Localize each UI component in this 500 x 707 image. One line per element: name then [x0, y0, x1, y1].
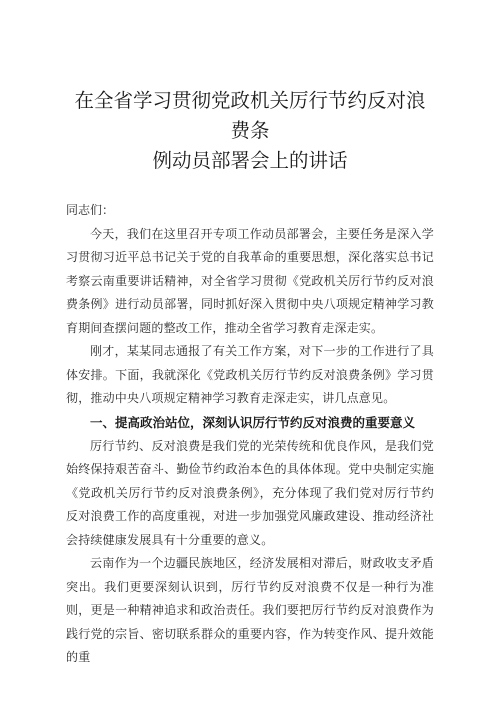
body-paragraph: 厉行节约、反对浪费是我们党的光荣传统和优良作风，是我们党始终保持艰苦奋斗、勤俭节约政治本色的具体体现。党中央制定实施《党政机关厉行节约反对浪费条例》，充分体现了我们党对厉行节约反对浪费工作的高度重视，对进一步加强党风廉政建设、推动经济社会持续健康发展具有十分重要的意义。: [66, 438, 434, 547]
body-paragraph: 云南作为一个边疆民族地区，经济发展相对滞后，财政收支矛盾突出。我们更要深刻认识到，厉行节约反对浪费不仅是一种行为准则，更是一种精神追求和政治责任。我们要把厉行节约反对浪费作为践行党的宗旨、密切联系群众的重要内容，作为转变作风、提升效能的重: [66, 556, 434, 664]
section-heading: 一、提高政治站位，深刻认识厉行节约反对浪费的重要意义: [90, 414, 416, 430]
body-paragraph: 刚才，某某同志通报了有关工作方案，对下一步的工作进行了具体安排。下面，我就深化《党政机关厉行节约反对浪费条例》学习贯彻，推动中央八项规定精神学习教育走深走实，讲几点意见。: [66, 344, 434, 405]
salutation: 同志们：: [66, 203, 115, 217]
body-paragraph: 今天，我们在这里召开专项工作动员部署会，主要任务是深入学习贯彻习近平总书记关于党的自我革命的重要思想，深化落实总书记考察云南重要讲话精神，对全省学习贯彻《党政机关厉行节约反对浪费条例》进行动员部署，同时抓好深入贯彻中央八项规定精神学习教育期间查摆问题的整改工作，推动全省学习教育走深走实。: [66, 226, 434, 335]
document-title: [66, 86, 434, 176]
title-line-2: 例动员部署会上的讲话: [152, 149, 348, 172]
title-line-1: 在全省学习贯彻党政机关厉行节约反对浪费条: [74, 89, 426, 142]
